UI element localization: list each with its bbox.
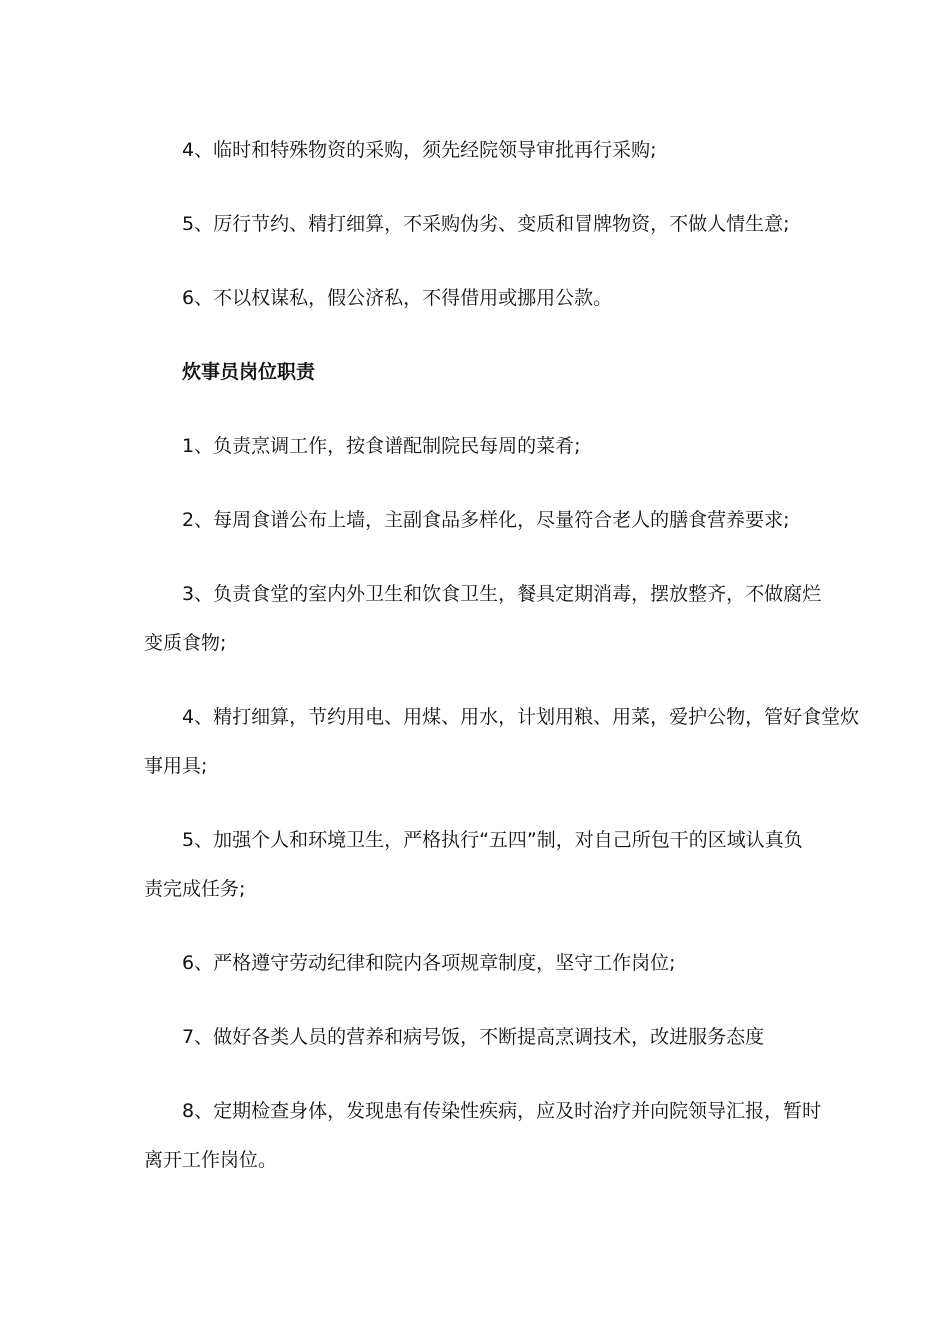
purchase-item-4: 4、临时和特殊物资的采购，须先经院领导审批再行采购; — [182, 139, 657, 161]
duty-item-4-continued: 事用具; — [144, 755, 208, 777]
duty-item-5: 5、加强个人和环境卫生，严格执行“五四”制，对自己所包干的区域认真负 — [182, 829, 803, 851]
duty-item-3-continued: 变质食物; — [144, 632, 227, 654]
duty-item-6: 6、严格遵守劳动纪律和院内各项规章制度，坚守工作岗位; — [182, 952, 676, 974]
duty-item-2: 2、每周食谱公布上墙，主副食品多样化，尽量符合老人的膳食营养要求; — [182, 509, 790, 531]
duty-item-8: 8、定期检查身体，发现患有传染性疾病，应及时治疗并向院领导汇报，暂时 — [182, 1100, 822, 1122]
purchase-item-5: 5、厉行节约、精打细算，不采购伪劣、变质和冒牌物资，不做人情生意; — [182, 213, 790, 235]
duty-item-7: 7、做好各类人员的营养和病号饭，不断提高烹调技术，改进服务态度 — [182, 1026, 765, 1048]
duty-item-3: 3、负责食堂的室内外卫生和饮食卫生，餐具定期消毒，摆放整齐，不做腐烂 — [182, 583, 822, 605]
section-heading: 炊事员岗位职责 — [182, 361, 316, 383]
purchase-item-6: 6、不以权谋私，假公济私，不得借用或挪用公款。 — [182, 287, 613, 309]
duty-item-8-continued: 离开工作岗位。 — [144, 1149, 278, 1171]
duty-item-5-continued: 责完成任务; — [144, 878, 246, 900]
duty-item-4: 4、精打细算，节约用电、用煤、用水，计划用粮、用菜，爱护公物，管好食堂炊 — [182, 706, 860, 728]
duty-item-1: 1、负责烹调工作，按食谱配制院民每周的菜肴; — [182, 435, 581, 457]
